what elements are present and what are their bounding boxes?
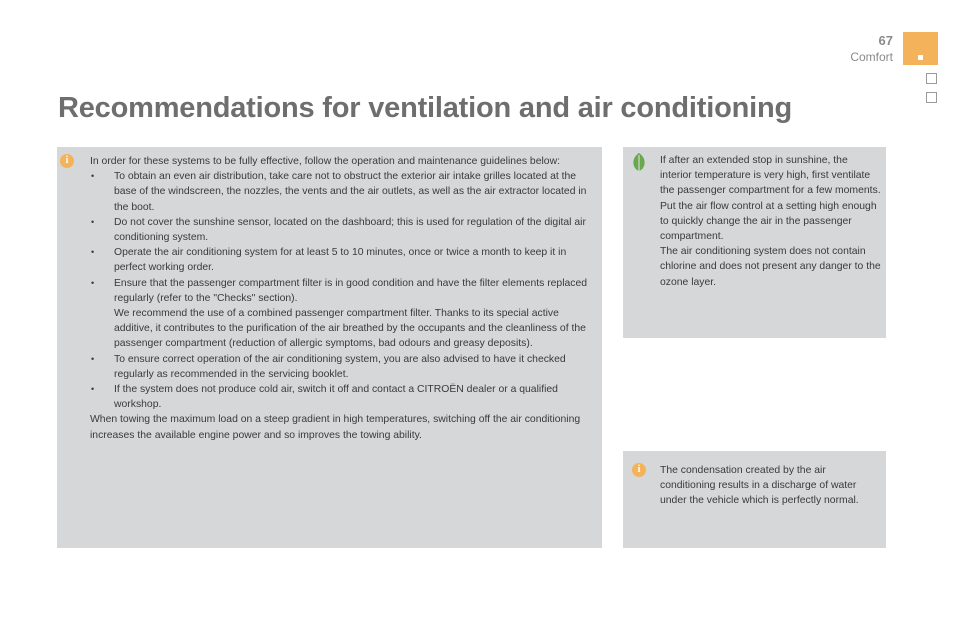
info-icon: i (60, 154, 74, 168)
chapter-tab-active[interactable] (903, 32, 938, 65)
list-item: • To obtain an even air distribution, take care not to obstruct the exterior air intake grilles located at the base of the windscreen, the nozzles, the vents and the air outlets, as well as the air extractor located in the boot. (91, 171, 587, 213)
list-item: • Operate the air conditioning system for at least 5 to 10 minutes, once or twice a month to keep it in perfect working order. (91, 247, 567, 274)
condensation-text: The condensation created by the air conditioning results in a discharge of water under the vehicle which is perfectly normal. (660, 465, 859, 507)
info-icon: i (632, 463, 646, 477)
eco-advice-text: If after an extended stop in sunshine, the interior temperature is very high, first ventilate the passenger compartment for a few moments. Put the air flow control at a setting high enough to quickly change the air in the passenger compartment. The air conditioning system does not contain chlorine and does not present any danger to the ozone layer. (660, 155, 881, 288)
tab-indicator-icon (918, 55, 923, 60)
filter-recommendation: We recommend the use of a combined passenger compartment filter. Thanks to its special active additive, it contributes to the purification of the air breathed by the occupants and the cleanliness of the passenger compartment (reduction of allergic symptoms, bad odours and greasy deposits). (114, 308, 586, 350)
chapter-tab[interactable] (926, 92, 937, 103)
maintenance-guidelines-panel (57, 147, 602, 548)
list-item: • Do not cover the sunshine sensor, located on the dashboard; this is used for regulation of the digital air conditioning system. (91, 216, 586, 244)
bullet-icon: • (91, 171, 95, 182)
section-name: Comfort (850, 50, 893, 64)
list-item: • If the system does not produce cold air, switch it off and contact a CITROËN dealer or a qualified workshop. (91, 384, 558, 411)
leaf-icon (631, 152, 647, 172)
intro-text: In order for these systems to be fully effective, follow the operation and maintenance guidelines below: (90, 156, 560, 167)
list-item: • To ensure correct operation of the air conditioning system, you are also advised to have it checked regularly as recommended in the servicing booklet. (91, 353, 566, 380)
bullet-icon: • (91, 353, 95, 364)
bullet-icon: • (91, 384, 95, 395)
eco-advice-panel (623, 147, 886, 338)
page-number: 67 (878, 33, 893, 48)
page-title: Recommendations for ventilation and air conditioning (58, 92, 792, 124)
guidelines-text (90, 154, 596, 443)
list-item: • Ensure that the passenger compartment filter is in good condition and have the filter elements replaced regularly (refer to the "Checks" section). We recommend the use of a combined passenger compartment filter. Thanks to its special active additive, it contributes to the purification of the air breathed by the occupants and the cleanliness of the passenger compartment (reduction of allergic symptoms, bad odours and greasy deposits). (91, 277, 588, 350)
chapter-tab[interactable] (926, 73, 937, 84)
towing-note: When towing the maximum load on a steep gradient in high temperatures, switching off the air conditioning increases the available engine power and so improves the towing ability. (90, 414, 581, 441)
bullet-icon: • (91, 247, 95, 258)
bullet-icon: • (91, 216, 95, 227)
condensation-info-panel (623, 451, 886, 548)
bullet-icon: • (91, 277, 95, 288)
